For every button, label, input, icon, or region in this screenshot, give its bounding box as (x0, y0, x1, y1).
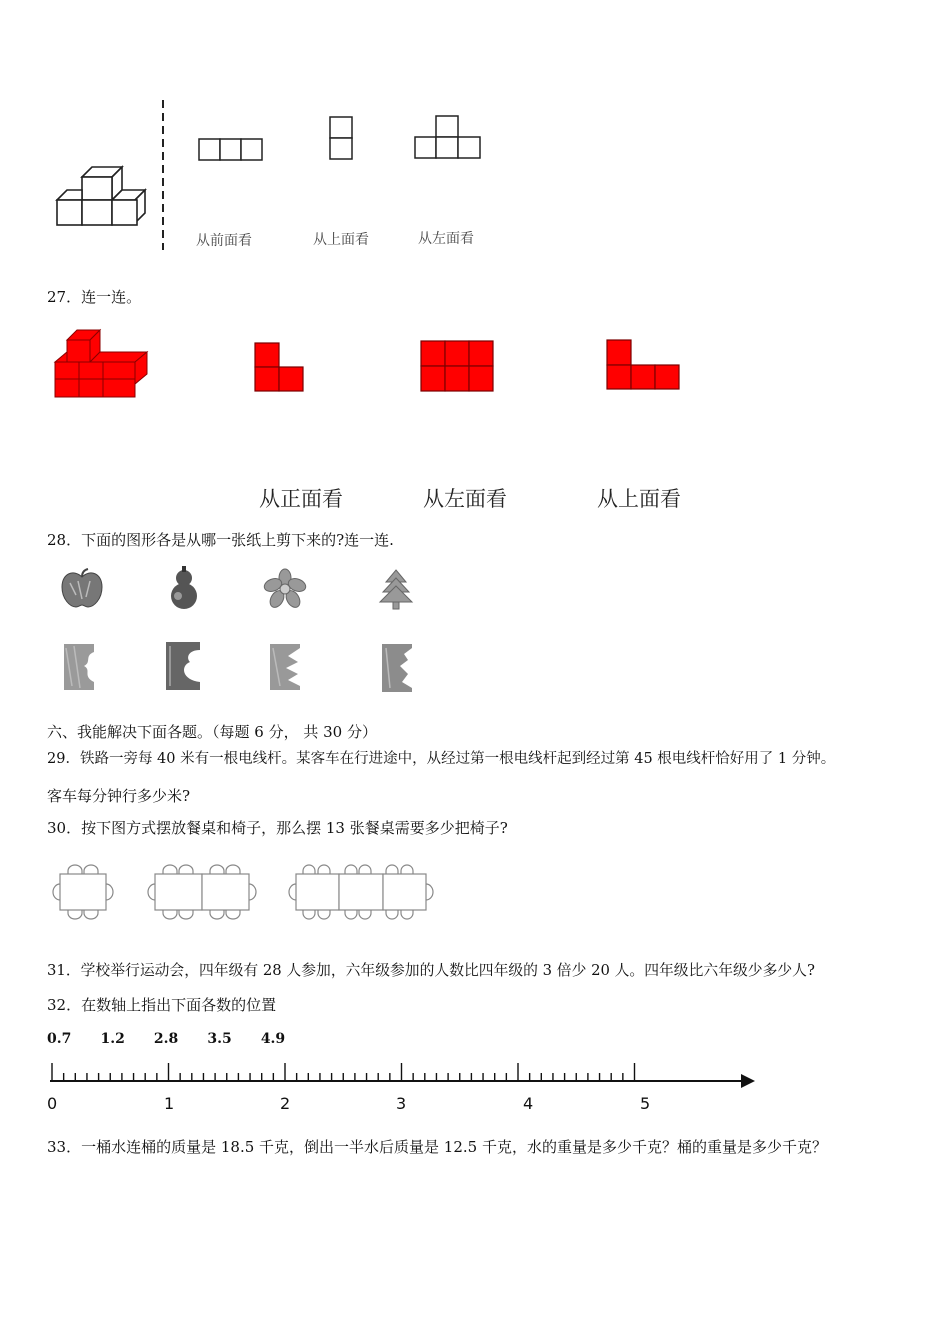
red-rectangle-2x3 (420, 340, 494, 392)
axis-label-1: 1 (164, 1094, 175, 1113)
paper-sheet-2 (164, 640, 202, 692)
dashed-divider (160, 100, 166, 250)
red-l-shape-small (254, 342, 306, 392)
number-item-1: 0.7 (47, 1031, 72, 1047)
question-32-title: 32．在数轴上指出下面各数的位置 (47, 996, 277, 1014)
view-label-front: 从前面看 (196, 233, 252, 249)
question-27-title: 27．连一连。 (47, 288, 142, 306)
red-l-shape-wide (606, 339, 680, 391)
flower-cutout-icon (263, 569, 307, 609)
apple-cutout-icon (60, 569, 104, 609)
q27-label-left: 从左面看 (423, 487, 507, 511)
cube-stack-figure (50, 155, 150, 235)
paper-sheet-1 (62, 642, 96, 692)
axis-label-5: 5 (640, 1094, 651, 1113)
gourd-cutout-icon (166, 566, 202, 610)
q27-label-front: 从正面看 (259, 487, 343, 511)
question-30-title: 30．按下图方式摆放餐桌和椅子，那么摆 13 张餐桌需要多少把椅子? (47, 819, 508, 837)
axis-label-4: 4 (523, 1094, 534, 1113)
tree-cutout-icon (378, 570, 414, 610)
number-item-4: 3.5 (207, 1031, 232, 1047)
view-label-left: 从左面看 (418, 231, 474, 247)
red-cube-stack (55, 328, 150, 400)
top-view-figure (329, 116, 355, 162)
axis-label-0: 0 (47, 1094, 58, 1113)
number-item-2: 1.2 (100, 1031, 125, 1047)
number-item-3: 2.8 (153, 1031, 179, 1047)
question-29-line-2: 客车每分钟行多少米? (47, 787, 191, 805)
question-28-title: 28．下面的图形各是从哪一张纸上剪下来的?连一连. (47, 531, 394, 549)
axis-label-2: 2 (280, 1094, 291, 1113)
view-label-top: 从上面看 (313, 232, 369, 248)
q27-label-top: 从上面看 (597, 487, 681, 511)
question-33-title: 33．一桶水连桶的质量是 18.5 千克，倒出一半水后质量是 12.5 千克，水的重量是多少千克？桶的重量是多少千克？ (47, 1138, 827, 1156)
question-31-title: 31．学校举行运动会，四年级有 28 人参加，六年级参加的人数比四年级的 3 倍少 20 人。四年级比六年级少多少人? (47, 962, 815, 979)
question-29-line-1: 29．铁路一旁每 40 米有一根电线杆。某客车在行进途中，从经过第一根电线杆起到经过第 45 根电线杆恰好用了 1 分钟。 (47, 751, 836, 767)
number-line-arrow (741, 1074, 755, 1088)
number-list (47, 1028, 309, 1047)
section-6-title: 六、我能解决下面各题。（每题 6 分， 共 30 分） (47, 723, 377, 741)
number-item-5: 4.9 (260, 1031, 286, 1047)
paper-sheet-3 (268, 642, 302, 692)
axis-label-3: 3 (396, 1094, 407, 1113)
left-view-figure (414, 115, 484, 161)
table-chair-figure (46, 865, 438, 927)
paper-sheet-4 (380, 642, 414, 694)
front-view-figure (198, 138, 266, 162)
